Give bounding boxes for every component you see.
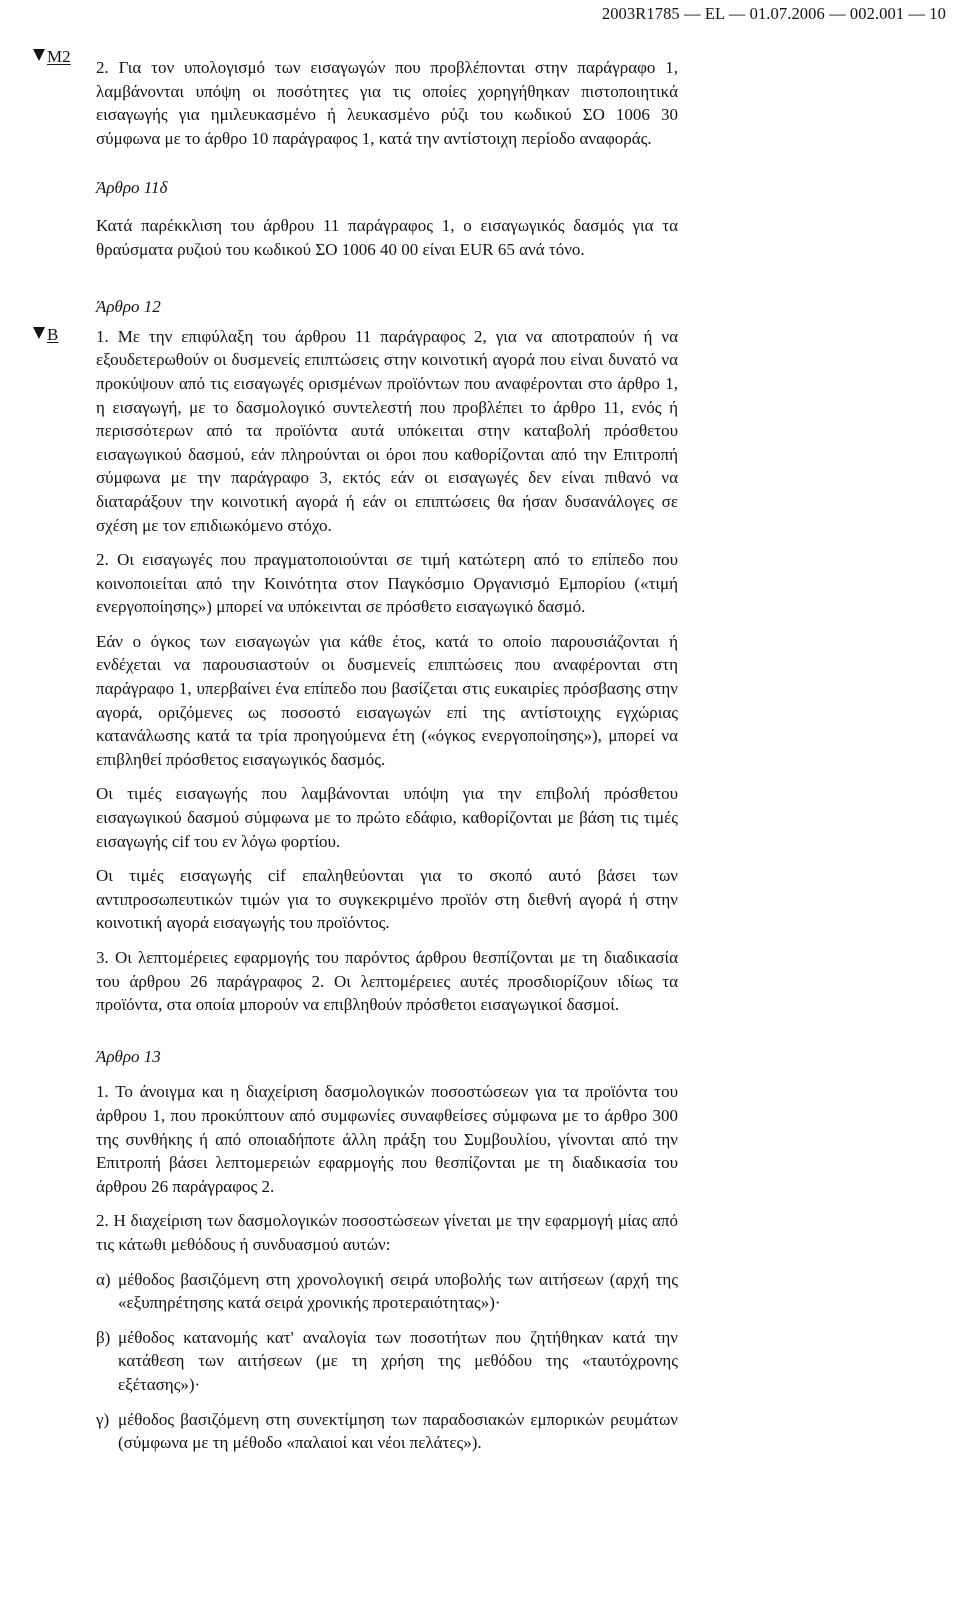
list-item: [96, 1326, 678, 1397]
article-12-paragraph-2-subpara-4: Οι τιμές εισαγωγής cif επαληθεύονται για το σκοπό αυτό βάσει των αντιπροσωπευτικών τιμών για το συγκεκριμένο προϊόν στη διεθνή αγορά ή στην κοινοτική αγορά εισαγωγής του προϊόντος.: [96, 866, 678, 933]
list-item-key: α): [96, 1269, 111, 1289]
list-item-text: μέθοδος βασιζόμενη στη συνεκτίμηση των παραδοσιακών εμπορικών ρευμάτων (σύμφωνα με τη μέθοδο «παλαιοί και νέοι πελάτες»).: [118, 1409, 678, 1453]
article-13-paragraph-1: 1. Το άνοιγμα και η διαχείριση δασμολογικών ποσοστώσεων για τα προϊόντα του άρθρου 1, που προκύπτουν από συμφωνίες συναφθείσες σύμφωνα με το άρθρο 300 της συνθήκης ή από οποιαδήποτε άλλη πράξη του Συμβουλίου, γίνονται από την Επιτροπή βάσει λεπτομερειών εφαρμογής που θεσπίζονται με τη διαδικασία του άρθρου 26 παράγραφος 2.: [96, 1082, 678, 1196]
list-item-text: μέθοδος βασιζόμενη στη χρονολογική σειρά υποβολής των αιτήσεων (αρχή της «εξυπηρέτησης κατά σειρά χρονικής προτεραιότητας»)·: [118, 1269, 678, 1313]
article-13-title: Άρθρο 13: [96, 1046, 161, 1066]
list-item-text: μέθοδος κατανομής κατ' αναλογία των ποσοτήτων που ζητήθηκαν κατά την κατάθεση των αιτήσεων (με τη χρήση της μεθόδου της «ταυτόχρονης εξέτασης»)·: [118, 1327, 678, 1394]
article-12-paragraph-3: 3. Οι λεπτομέρειες εφαρμογής του παρόντος άρθρου θεσπίζονται με τη διαδικασία του άρθρου 26 παράγραφος 2. Οι λεπτομέρειες αυτές προσδιορίζουν ιδίως τα προϊόντα, στα οποία μπορούν να επιβληθούν πρόσθετοι εισαγωγικοί δασμοί.: [96, 948, 678, 1015]
list-item: [96, 1268, 678, 1315]
list-item: [96, 1408, 678, 1455]
article-12-paragraph-2-subpara-2: Εάν ο όγκος των εισαγωγών για κάθε έτος, κατά το οποίο παρουσιάζονται ή ενδέχεται να παρουσιαστούν οι δυσμενείς επιπτώσεις που αναφέρονται στη παράγραφο 1, υπερβαίνει ένα επίπεδο που βασίζεται στις ευκαιρίες πρόσβασης στην αγορά, οριζόμενες ως ποσοστό εισαγωγών επί της αντίστοιχης εγχώριας κατανάλωσης κατά τα τρία προηγούμενα έτη («όγκος ενεργοποίησης»), μπορεί να επιβληθεί πρόσθετος εισαγωγικός δασμός.: [96, 631, 678, 769]
document-reference-header: 2003R1785 — EL — 01.07.2006 — 002.001 — 10: [601, 4, 946, 23]
list-item-key: γ): [96, 1409, 110, 1429]
triangle-down-icon: [33, 49, 45, 61]
article-12-paragraph-2-subpara-3: Οι τιμές εισαγωγής που λαμβάνονται υπόψη για την επιβολή πρόσθετου εισαγωγικού δασμού σύμφωνα με το πρώτο εδάφιο, καθορίζονται με βάση τις τιμές εισαγωγής cif του εν λόγω φορτίου.: [96, 784, 678, 851]
amendment-marker-label: B: [47, 325, 59, 344]
article-13-paragraph-2: 2. Η διαχείριση των δασμολογικών ποσοστώσεων γίνεται με την εφαρμογή μίας από τις κάτωθι μεθόδους ή συνδυασμού αυτών:: [96, 1211, 678, 1254]
article-12-paragraph-1: 1. Με την επιφύλαξη του άρθρου 11 παράγραφος 2, για να αποτραπούν ή να εξουδετερωθούν οι δυσμενείς επιπτώσεις στην κοινοτική αγορά που είναι δυνατό να προκύψουν από τις εισαγωγές ορισμένων προϊόντων που αναφέρονται στο άρθρο 1, η εισαγωγή, με το δασμολογικό συντελεστή που προβλέπει το άρθρο 11, ενός ή περισσότερων από τα προϊόντα αυτά υπόκειται στην καταβολή πρόσθετου εισαγωγικού δασμού, εάν πληρούνται οι όροι που καθορίζονται από την Επιτροπή σύμφωνα με την παράγραφο 3, εκτός εάν οι εισαγωγές δεν είναι πιθανό να διαταράξουν την κοινοτική αγορά ή εάν οι επιπτώσεις θα ήσαν δυσανάλογες σε σχέση με τον επιδιωκόμενο στόχο.: [96, 326, 678, 535]
amendment-marker-label: M2: [47, 47, 71, 66]
article-12-paragraph-2: 2. Οι εισαγωγές που πραγματοποιούνται σε τιμή κατώτερη από το επίπεδο που κοινοποιείται από την Κοινότητα στον Παγκόσμιο Οργανισμό Εμπορίου («τιμή ενεργοποίησης») μπορεί να υπόκεινται σε πρόσθετο εισαγωγικό δασμό.: [96, 550, 678, 617]
amendment-marker-m2: [33, 47, 71, 67]
article-12-title: Άρθρο 12: [96, 297, 161, 317]
document-body: [96, 56, 678, 1455]
paragraph-m2-2: 2. Για τον υπολογισμό των εισαγωγών που προβλέπονται στην παράγραφο 1, λαμβάνονται υπόψη οι ποσότητες για τις οποίες χορηγήθηκαν πιστοποιητικά εισαγωγής για ημιλευκασμένο ή λευκασμένο ρύζι του κωδικού ΣΟ 1006 30 σύμφωνα με το άρθρο 10 παράγραφος 1, κατά την αντίστοιχη περίοδο αναφοράς.: [96, 58, 678, 148]
triangle-down-icon: [33, 327, 45, 339]
amendment-marker-b: [33, 325, 58, 345]
article-11d-text: Κατά παρέκκλιση του άρθρου 11 παράγραφος 1, ο εισαγωγικός δασμός για τα θραύσματα ρυζιού του κωδικού ΣΟ 1006 40 00 είναι EUR 65 ανά τόνο.: [96, 215, 678, 259]
list-item-key: β): [96, 1327, 111, 1347]
article-11d-title: Άρθρο 11δ: [96, 178, 168, 198]
